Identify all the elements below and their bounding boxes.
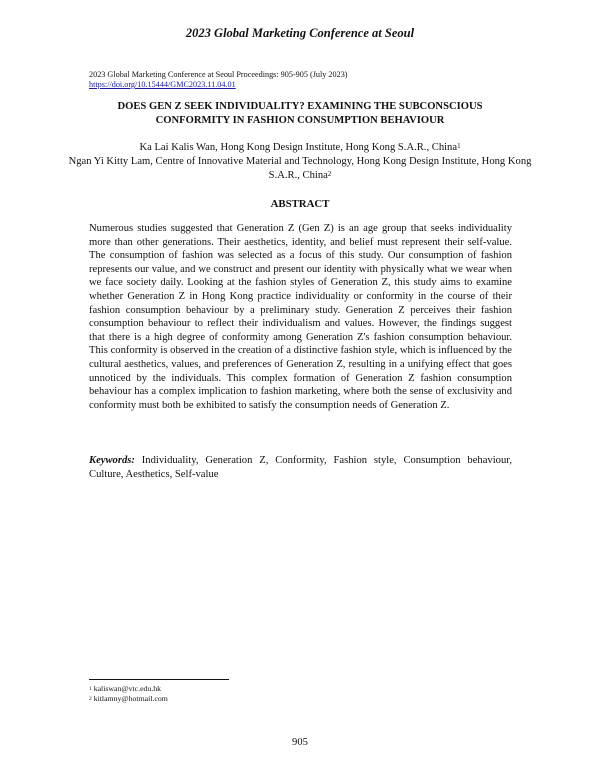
footnote-1-email: kaliswan@vtc.edu.hk	[93, 684, 162, 693]
keywords	[89, 454, 512, 481]
page-number: 905	[292, 737, 308, 748]
title-line-2: CONFORMITY IN FASHION CONSUMPTION BEHAVIOUR	[155, 115, 445, 126]
author-2-affiliation: Ngan Yi Kitty Lam, Centre of Innovative Material and Technology, Hong Kong Design Institute, Hong Kong S.A.R., China	[68, 156, 532, 181]
title-line-1: DOES GEN Z SEEK INDIVIDUALITY? EXAMINING THE SUBCONSCIOUS	[117, 101, 483, 112]
footnote-2	[89, 694, 168, 704]
abstract-heading: ABSTRACT	[270, 198, 330, 210]
footnote-2-mark: 2	[89, 696, 92, 702]
footnotes	[89, 684, 168, 704]
author-1	[60, 141, 540, 155]
author-1-footnote-mark: 1	[457, 142, 461, 150]
footnote-1-mark: 1	[89, 686, 92, 692]
footnote-2-email: kitlamny@hotmail.com	[93, 694, 168, 703]
keywords-label: Keywords:	[89, 455, 135, 466]
author-list	[60, 141, 540, 183]
proceedings-citation: 2023 Global Marketing Conference at Seoul Proceedings: 905-905 (July 2023)	[89, 70, 348, 79]
doi-link[interactable]: https://doi.org/10.15444/GMC2023.11.04.01	[89, 80, 236, 89]
author-2-footnote-mark: 2	[327, 170, 332, 178]
footnote-1	[89, 684, 168, 694]
author-2	[60, 155, 540, 183]
footnote-divider	[89, 679, 229, 680]
paper-title	[60, 100, 540, 128]
proceedings-info	[89, 70, 348, 90]
conference-header: 2023 Global Marketing Conference at Seoul	[185, 26, 415, 40]
keywords-list: Individuality, Generation Z, Conformity, Fashion style, Consumption behaviour, Culture, Aesthetics, Self-value	[89, 455, 512, 480]
abstract-body: Numerous studies suggested that Generation Z (Gen Z) is an age group that seeks individuality more than other generations. Their aesthetics, identity, and belief must represent their self-value. The consumption of fashion was selected as a focus of this study. Our consumption of fashion represents our value, and we construct and present our identity with physically what we wear when we face society daily. Looking at the fashion styles of Generation Z, this study aims to examine whether Generation Z in Hong Kong practice individuality or conformity in the course of their fashion consumption behaviour by a preliminary study. Generation Z perceives their fashion consumption behaviour to reflect their individualism and values. However, the findings suggest that there is a high degree of conformity among Generation Z's fashion consumption behaviour. This conformity is observed in the creation of a distinctive fashion style, which is influenced by the cultural aesthetics, values, and preferences of Generation Z, resulting in a unifying effect that goes unnoticed by the individuals. This complex formation of Generation Z fashion consumption behaviour has a complex implication to fashion marketing, where both the sense of exclusivity and conformity must both be exhibited to satisfy the consumption needs of Generation Z.	[89, 223, 512, 411]
author-1-affiliation: Ka Lai Kalis Wan, Hong Kong Design Institute, Hong Kong S.A.R., China	[139, 142, 458, 153]
